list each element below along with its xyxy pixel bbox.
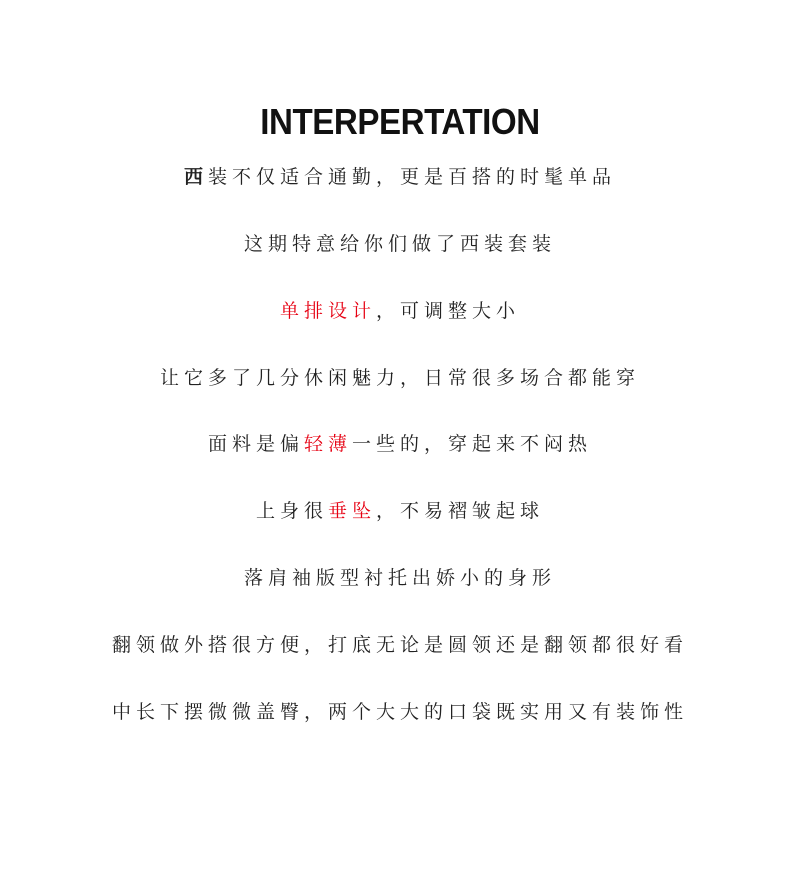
line-segment: 面料是偏 <box>207 433 304 455</box>
description-line <box>0 498 800 524</box>
line-segment: 让它多了几分休闲魅力，日常很多场合都能穿 <box>159 367 640 389</box>
highlight-segment: 垂坠 <box>327 500 376 522</box>
line-segment: 西 <box>183 166 208 188</box>
line-segment: 翻领做外搭很方便，打底无论是圆领还是翻领都很好看 <box>111 634 688 656</box>
description-line <box>0 431 800 457</box>
line-segment: 装不仅适合通勤，更是百搭的时髦单品 <box>208 166 617 188</box>
description-line <box>0 632 800 658</box>
line-segment: 一些的，穿起来不闷热 <box>352 433 593 455</box>
highlight-segment: 单排设计 <box>279 300 376 322</box>
description-line <box>0 298 800 324</box>
line-segment: ，不易褶皱起球 <box>376 500 545 522</box>
line-segment: 这期特意给你们做了西装套装 <box>243 233 556 255</box>
description-line <box>0 699 800 725</box>
description-line <box>0 164 800 190</box>
line-segment: 上身很 <box>255 500 328 522</box>
line-segment: 落肩袖版型衬托出娇小的身形 <box>243 567 556 589</box>
description-line <box>0 565 800 591</box>
line-segment: 中长下摆微微盖臀，两个大大的口袋既实用又有装饰性 <box>111 701 688 723</box>
page-title: INTERPERTATION <box>260 101 540 142</box>
highlight-segment: 轻薄 <box>303 433 352 455</box>
description-line <box>0 231 800 257</box>
description-line <box>0 365 800 391</box>
line-segment: ，可调整大小 <box>376 300 521 322</box>
